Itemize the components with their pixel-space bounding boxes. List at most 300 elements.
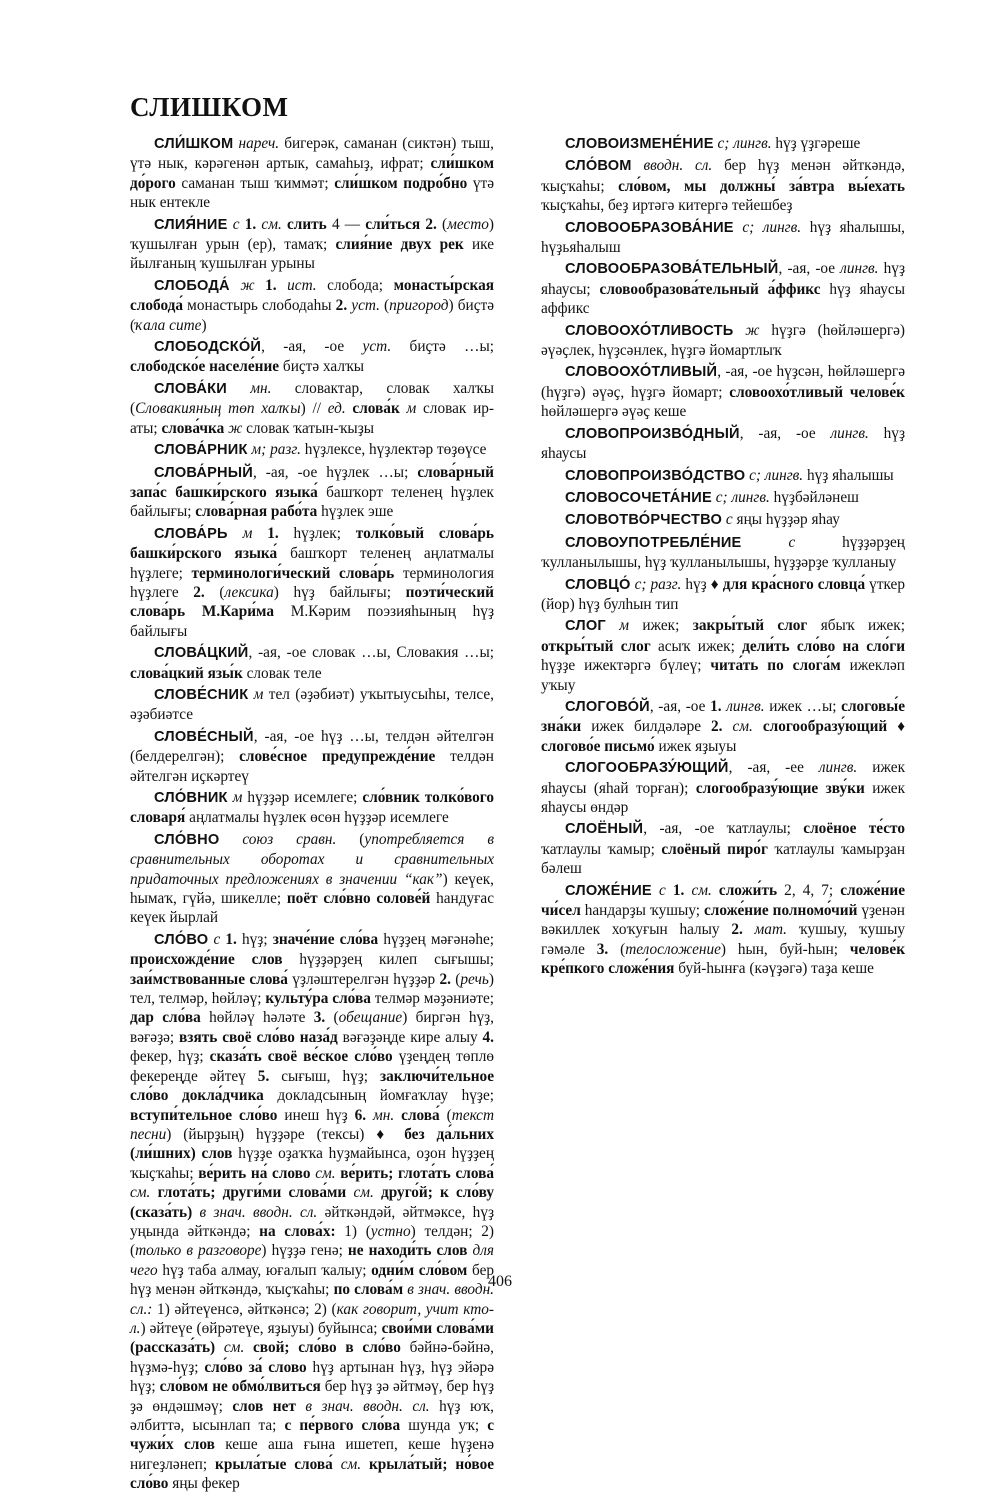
bold-phrase: 2. [193, 583, 205, 601]
bold-phrase: 2. [335, 297, 348, 315]
bold-phrase: слогообразу́ющие зву́ки [695, 779, 865, 797]
translation-text: ) һын, буй-һын; [720, 940, 850, 958]
dictionary-entry [541, 510, 905, 530]
headword: СЛОВОСОЧЕТА́НИЕ [565, 489, 712, 506]
bold-phrase: 3. [596, 940, 609, 958]
translation-text: бигерәк, саманан (сиктән) тыш, үтә нык, кәрәгенән артык, самаһыҙ, ифрат; [130, 135, 494, 173]
translation-text: , -ая, -ое [739, 424, 831, 442]
translation-text: һүҙ юҡ, әлбиттә, ысынлап та; [130, 1397, 494, 1434]
translation-text: , -ая, -ое һүҙсән, һөйләшергә (һүҙгә) әүәҫ, һүҙгә йомарт; [541, 363, 905, 401]
translation-text [192, 1204, 199, 1221]
headword: СЛОБОДСКО́Й [154, 339, 262, 356]
headword: СЛО́ВО [154, 931, 209, 948]
translation-text: ҡушыу, ҡушыу гәмәле [541, 921, 905, 958]
grammar-label: ист. [287, 276, 317, 294]
bold-phrase: слова́чка [161, 419, 225, 437]
translation-text: телдән әйтелгән иҫкәртеү [130, 748, 494, 785]
headword: СЛИ́ШКОМ [154, 136, 234, 152]
translation-text: һүҙлек; [278, 524, 356, 542]
translation-text: ) (йырҙың) һүҙҙәре (тексы) ♦ [166, 1125, 405, 1143]
bold-phrase: свой; сло́во в сло́во [253, 1339, 401, 1357]
bold-phrase: сли́шком подро́бно [334, 174, 468, 192]
grammar-label: ед. [327, 400, 346, 418]
translation-text: ) [201, 316, 207, 334]
translation-text: 1) ( [335, 1222, 371, 1240]
dictionary-entry [130, 685, 494, 725]
translation-text: һүҙгә (һөйләшергә) әүәҫлек, һүҙсәнлек, һүҙгә йомартлыҡ [541, 321, 905, 360]
dictionary-entry [541, 321, 905, 361]
headword: СЛОВА́КИ [154, 380, 227, 397]
grammar-label: место [447, 215, 489, 233]
translation-text [255, 277, 266, 294]
grammar-label: с [725, 511, 733, 529]
grammar-label: с; разг. [634, 575, 682, 593]
translation-text: ) тел, телмәр, һөйләү; [130, 970, 494, 1008]
translation-text: һүҙ үҙгәреше [771, 135, 861, 152]
bold-phrase: слогообразу́ющий [762, 718, 888, 736]
bold-phrase: крыла́тый; но́вое сло́во [130, 1455, 495, 1493]
bold-phrase: слова́цкий язы́к [130, 664, 243, 682]
bold-phrase: сложи́ть [718, 881, 778, 899]
translation-text: ( [450, 970, 461, 988]
bold-phrase: свои́ми слова́ми (рассказа́ть) [130, 1319, 494, 1357]
translation-text [743, 921, 755, 938]
headword: СЛОВОПРОИЗВО́ДСТВО [565, 467, 746, 484]
translation-text: һүҙҙе оҙаҡҡа һуҙмайынса, оҙон һүҙҙең ҡыҫҡаһы; [130, 1145, 495, 1182]
dictionary-entry [541, 424, 905, 464]
translation-text: буй-һынға (кәүҙәгә) таҙа кеше [674, 960, 874, 978]
grammar-label: для чего [130, 1242, 494, 1279]
grammar-label: лингв. [726, 697, 765, 715]
bold-phrase: откры́тый слог [541, 637, 651, 655]
grammar-label: мат. [754, 921, 787, 939]
bold-phrase: 1. [244, 215, 257, 233]
translation-text [230, 277, 241, 294]
translation-text [228, 525, 243, 542]
translation-text [742, 534, 789, 551]
translation-text: үтә нык ентекле [130, 174, 495, 212]
translation-text: һүҙ яһаусы; [541, 260, 905, 298]
translation-text: һүҙлексе, һүҙлектәр төҙөүсе [300, 441, 487, 459]
bold-phrase: сказа́ть своё ве́ское сло́во [209, 1048, 393, 1066]
bold-phrase: глота́ть; други́ми слова́ми [157, 1184, 347, 1202]
bold-phrase: слоговы́е зна́ки [541, 697, 906, 736]
grammar-label: м [253, 685, 264, 703]
translation-text: , -ая, -ое һүҙ …ы, телдән әйтелгән (белдерелгән); [130, 727, 494, 766]
grammar-label: мн. [373, 1106, 395, 1124]
grammar-label: обещание [338, 1009, 403, 1027]
translation-text: ♦ [887, 718, 906, 736]
bold-phrase: заключи́тельное сло́во докла́дчика [130, 1067, 494, 1105]
dictionary-entry [130, 379, 494, 438]
grammar-label: ҡала ситe [135, 316, 202, 334]
bold-phrase: 1. [267, 524, 279, 542]
translation-text: һүҙбәйләнеш [769, 488, 859, 506]
translation-text: һүҙҙең мәғәнәһе; [378, 930, 495, 948]
headword: СЛОВА́РЬ [154, 525, 228, 542]
translation-text: аңлатмалы һүҙлек өсөн һүҙҙәр исемлеге [185, 809, 449, 827]
grammar-label: с [232, 215, 240, 233]
translation-text: тел (әҙәбиәт) уҡытыусыһы, телсе, әҙәбиәтсе [130, 685, 494, 724]
headword: СЛОГ [565, 618, 606, 635]
dictionary-entry [130, 463, 494, 522]
bold-phrase: друго́й; к сло́ву (сказа́ть) [130, 1184, 495, 1221]
translation-text: телмәр мәҙәниәте; [370, 990, 494, 1008]
translation-text: ижек билдәләре [581, 718, 711, 736]
headword: СЛО́ВОМ [565, 158, 632, 175]
bold-phrase: культу́ра сло́ва [265, 990, 371, 1008]
translation-text: М.Кәрим поэзияһының һүҙ байлығы [130, 603, 494, 640]
bold-phrase: челове́к кре́пкого сложе́ния [541, 940, 906, 978]
grammar-label: лингв. [818, 759, 858, 777]
grammar-label: уст. [351, 297, 380, 315]
bold-phrase: 1. [710, 697, 722, 715]
bold-phrase: слободско́е населе́ние [130, 358, 280, 376]
translation-text [733, 322, 745, 339]
translation-text: докладсының йомғаҡлау һүҙе; [263, 1087, 494, 1105]
grammar-label: в знач. вводн. сл. [305, 1397, 430, 1415]
translation-text: ( [608, 940, 626, 958]
headword: СЛОЖЕ́НИЕ [565, 882, 652, 899]
grammar-label: мн. [250, 379, 272, 397]
translation-text: ижек; [628, 617, 693, 635]
translation-text: , -ая, -ее [728, 759, 819, 777]
translation-text [400, 400, 407, 417]
bold-phrase: происхожде́ние слов [130, 951, 283, 969]
translation-text: һүҙҙәр исемлеге; [242, 789, 363, 806]
translation-text: ҡатлаулы ҡамырҙан бәлеш [541, 840, 905, 878]
translation-text: саманан тыш ҡиммәт; [175, 174, 335, 192]
translation-text: ижекләп уҡыу [541, 657, 905, 694]
translation-text: башҡорт теленең һүҙлек байлығы; [130, 483, 494, 521]
translation-text: үҙенән вәкиллек хоҡуғын һалыу [541, 902, 905, 939]
translation-text [712, 882, 719, 899]
translation-text: ижек яҙыуы [654, 737, 737, 755]
dictionary-entry [130, 215, 494, 274]
translation-text: һүҙ артынан һүҙ, һүҙ эйәрә һүҙ; [130, 1358, 494, 1396]
translation-text [632, 157, 644, 174]
translation-text: биҫтә …ы; [391, 338, 494, 356]
dictionary-entry [541, 819, 905, 878]
dictionary-entry [130, 830, 494, 928]
translation-text: һүҙҙәрҙең килеп сығышы; [282, 951, 494, 969]
grammar-label: в знач. вводн. сл. [199, 1203, 318, 1221]
translation-text: 1) әйтеүенсә, әйткәнсә; 2) ( [152, 1300, 337, 1318]
bold-phrase: 1. [225, 930, 237, 948]
translation-text: яңы фекер [168, 1475, 240, 1493]
grammar-label: м [619, 617, 629, 635]
bold-phrase: заи́мствованные слова́ [130, 970, 288, 988]
grammar-label: лингв. [830, 424, 869, 442]
translation-text [361, 1456, 369, 1473]
grammar-label: употребляется в сравнительных оборотах и сравнительных придаточных предложениях в значении “как” [130, 830, 495, 888]
bold-phrase: дар сло́ва [130, 1009, 201, 1027]
translation-text: , -ая, -ое словак …ы, Словакия …ы; [248, 644, 494, 662]
bold-phrase: слия́ние двух рек [335, 236, 464, 254]
headword: СЛОВА́РНЫЙ [154, 464, 253, 481]
bold-phrase: слова́к [352, 400, 400, 418]
translation-text: ) биргән һүҙ, вәғәҙә; [130, 1009, 494, 1046]
translation-text: слобода; [316, 276, 394, 294]
translation-text: биҫтә халҡы [279, 358, 365, 376]
translation-text: бәйнә-бәйнә, һүҙмә-һүҙ; [130, 1339, 494, 1376]
grammar-label: ж [745, 321, 760, 339]
grammar-label: см. [732, 718, 753, 736]
bold-phrase: слова́рный запа́с башки́рского языка́ [130, 463, 494, 501]
bold-phrase: по слова́м [333, 1281, 404, 1299]
translation-text: ) кеүек, һымаҡ, гүйә, шикелле; [130, 870, 494, 908]
translation-text [666, 882, 673, 899]
headword: СЛОБОДА́ [154, 277, 230, 294]
dictionary-entry [130, 440, 494, 460]
translation-text: һүҙҙәрҙең ҡулланылышы, һүҙ ҡулланылышы, һүҙҙәрҙе ҡулланыу [541, 533, 905, 572]
bold-phrase: крыла́тые слова́ [215, 1455, 333, 1473]
headword: СЛИЯ́НИЕ [154, 216, 228, 233]
translation-text: ( [439, 1106, 452, 1124]
grammar-label: нареч. [238, 135, 280, 152]
translation-text: фекер, һүҙ; [130, 1048, 210, 1066]
translation-text: ижек яһаусы өндәр [541, 779, 905, 816]
bold-phrase: взять своё сло́во наза́д [179, 1028, 338, 1046]
running-header: СЛИШКОМ [130, 92, 289, 122]
translation-text: , -ая, -ое ҡатлаулы; [643, 820, 804, 838]
translation-text: үҙеңдең төплө фекереңде әйтеү [130, 1048, 494, 1085]
translation-text: вәғәҙәңде кире алыу [337, 1028, 483, 1046]
translation-text: , -ая, -ое [649, 697, 711, 715]
right-column [541, 134, 905, 981]
left-column [130, 134, 494, 1496]
translation-text: ( [379, 297, 390, 315]
grammar-label: телосложение [625, 940, 721, 958]
bold-phrase: терминологи́ческий слова́рь [191, 564, 395, 582]
translation-text: ҡыҫҡаһы, беҙ иртәгә китергә тейешбеҙ [541, 197, 793, 215]
headword: СЛОВООБРАЗОВА́ТЕЛЬНЫЙ [565, 261, 779, 278]
dictionary-entry [130, 788, 494, 828]
grammar-label: лингв. [840, 260, 879, 278]
bold-phrase: с пе́рвого сло́ва [284, 1417, 401, 1434]
dictionary-entry [130, 276, 494, 335]
bold-phrase: толко́вый слова́рь башки́рского языка́ [130, 524, 495, 563]
grammar-label: см. [223, 1339, 245, 1357]
translation-text: , -ая, -ое һүҙлек …ы; [252, 463, 418, 481]
headword: СЛОВООБРАЗОВА́НИЕ [565, 219, 734, 236]
translation-text: словак ир-аты; [130, 400, 494, 437]
translation-text [277, 277, 288, 294]
grammar-label: м [232, 789, 243, 806]
translation-text [722, 718, 732, 735]
dictionary-entry [130, 134, 494, 213]
bold-phrase: слова́ [401, 1106, 440, 1124]
translation-text: ижек …ы; [764, 697, 842, 715]
grammar-label: ж [240, 276, 255, 294]
bold-phrase: не находи́ть слов [347, 1242, 468, 1260]
translation-text [753, 718, 763, 735]
headword: СЛОВООХО́ТЛИВЫЙ [565, 364, 718, 381]
headword: СЛОВЕ́СНЫЙ [154, 728, 254, 745]
translation-text [252, 525, 267, 542]
bold-phrase: значе́ние сло́ва [272, 930, 379, 948]
bold-phrase: чита́ть по слога́м [710, 657, 841, 675]
dictionary-entry [130, 643, 494, 683]
dictionary-entry [541, 575, 905, 615]
translation-text: ) һүҙ байлығы; [273, 583, 406, 601]
translation-text [227, 380, 250, 397]
translation-text: , -ая, -ое [778, 260, 841, 278]
bold-phrase: 2. [439, 970, 451, 988]
translation-text: ике йылғаның ҡушылған урыны [130, 236, 494, 273]
translation-text: үҙләштерелгән һүҙҙәр [287, 970, 440, 988]
bold-phrase: сло́вом не обмо́лвиться [159, 1378, 321, 1396]
grammar-label: с; лингв. [742, 218, 802, 236]
translation-text: һандуғас кеүек йырлай [130, 890, 494, 927]
bold-phrase: вступи́тельное сло́во [130, 1106, 278, 1124]
bold-phrase: одни́м сло́вом [371, 1261, 468, 1279]
bold-phrase: словообразова́тельный а́ффикс [599, 280, 821, 298]
bold-phrase: слов нет [232, 1397, 296, 1415]
headword: СЛО́ВНО [154, 831, 220, 848]
translation-text: 4 — [326, 215, 366, 233]
translation-text [244, 1339, 253, 1356]
translation-text: яңы һүҙҙәр яһау [732, 511, 840, 529]
bold-phrase: слить [286, 215, 327, 233]
translation-text: ( [436, 215, 448, 233]
translation-text [652, 882, 659, 899]
translation-text: ҡатлаулы ҡамыр; [541, 840, 662, 858]
translation-text: һандарҙы ҡушыу; [580, 902, 704, 920]
dictionary-entry [541, 758, 905, 817]
bold-phrase: монасты́рская слобода́ [130, 276, 494, 315]
headword: СЛОВОТВО́РЧЕСТВО [565, 512, 723, 529]
grammar-label: см. [340, 1455, 362, 1473]
headword: СЛОВОПРОИЗВО́ДНЫЙ [565, 425, 740, 442]
bold-phrase: ве́рить на́ слово [198, 1164, 311, 1182]
bold-phrase: 6. [354, 1106, 367, 1124]
grammar-label: речь [460, 970, 489, 988]
bold-phrase: сли́шком до́рого [130, 155, 494, 192]
dictionary-entry [541, 616, 905, 695]
translation-text [215, 1339, 224, 1356]
bold-phrase: сли́ться 2. [365, 215, 437, 233]
translation-text: һүҙҙе ижектәргә бүлеү; [541, 657, 711, 675]
headword: СЛОВООХО́ТЛИВОСТЬ [565, 322, 734, 339]
grammar-label: вводн. сл. [643, 157, 713, 175]
translation-text: шунда уҡ; [400, 1417, 488, 1434]
bold-phrase: 2. [710, 718, 723, 736]
grammar-label: см. [353, 1184, 374, 1202]
dictionary-entry [541, 156, 905, 215]
bold-phrase: на слова́х: [259, 1222, 336, 1240]
grammar-label: уст. [362, 338, 392, 356]
grammar-label: только в разговоре [135, 1242, 262, 1260]
translation-text: словак ҡатын-ҡыҙы [242, 419, 375, 437]
bold-phrase: поэти́ческий слова́рь М.Кари́ма [130, 583, 494, 621]
headword: СЛОЁНЫЙ [565, 821, 644, 838]
grammar-label: Словакияның төп халҡы [135, 400, 301, 418]
dictionary-entry [541, 697, 905, 756]
dictionary-entry [130, 524, 494, 641]
bold-phrase: для кра́сного словца́ [722, 575, 866, 593]
dictionary-entry [541, 881, 905, 979]
translation-text: бер һүҙ ҙә әйтмәү, бер һүҙ ҙә өндәшмәү; [130, 1378, 494, 1415]
translation-text: ) телдән; 2) ( [130, 1222, 494, 1260]
translation-text [366, 1107, 373, 1124]
bold-phrase: 1. [672, 881, 685, 899]
translation-text: ( [325, 1009, 339, 1027]
grammar-label: с [213, 930, 221, 948]
bold-phrase: сло́во за́ слово [204, 1358, 307, 1376]
translation-text: ( [204, 583, 225, 601]
bold-phrase: 5. [257, 1067, 270, 1085]
headword: СЛОВОУПОТРЕБЛЕ́НИЕ [565, 534, 742, 551]
translation-text: ) һүҙҙә генә; [261, 1242, 348, 1260]
translation-text [606, 617, 619, 634]
bold-phrase: слове́сное предупрежде́ние [239, 748, 436, 766]
headword: СЛОГООБРАЗУ́ЮЩИЙ [565, 760, 729, 777]
bold-phrase: без да́льних (ли́шних) слов [130, 1125, 494, 1163]
bold-phrase: слова́рная рабо́та [195, 503, 318, 521]
grammar-label: текст песни [130, 1106, 495, 1143]
translation-text: һөйләшергә әүәҫ кеше [541, 403, 687, 421]
grammar-label: с; лингв. [749, 466, 804, 484]
bold-phrase: с чужи́х слов [130, 1417, 494, 1454]
page-number: 406 [488, 1273, 512, 1290]
grammar-label: см. [261, 215, 282, 233]
translation-text: ) // [300, 400, 328, 418]
headword: СЛОВЦО́ [565, 576, 631, 593]
translation-text: 2, 4, 7; [777, 881, 841, 899]
translation-text: һүҙ яһаусы [541, 424, 905, 463]
bold-phrase: дели́ть сло́во на сло́ги [742, 637, 906, 655]
bold-phrase: 2. [731, 921, 743, 939]
dictionary-entry [541, 134, 905, 154]
grammar-label: м [242, 524, 253, 542]
translation-text: башҡорт теленең аңлатмалы һүҙлеге; [130, 545, 494, 582]
translation-text [219, 831, 242, 848]
grammar-label: м [406, 400, 417, 418]
translation-text: әйткәндәй, әйтмәксе, һүҙ уңында әйткәндә; [130, 1203, 495, 1240]
dictionary-entry [541, 533, 905, 573]
bold-phrase: слоёное те́сто [803, 820, 905, 838]
grammar-label: см. [130, 1184, 151, 1202]
translation-text: һүҙ ♦ [681, 575, 723, 593]
headword: СЛОВОИЗМЕНЕ́НИЕ [565, 136, 714, 152]
dictionary-entry [541, 466, 905, 486]
translation-text: һүҙ яһаусы аффикс [541, 280, 905, 318]
grammar-label: устно [370, 1222, 411, 1240]
translation-text: һөйләү һәләте [200, 1009, 314, 1027]
translation-text: монастырь слободаһы [183, 297, 336, 315]
dictionary-entry [130, 337, 494, 377]
bold-phrase: 1. [265, 276, 277, 294]
translation-text: ябыҡ ижек; [807, 617, 905, 635]
translation-text: словак теле [242, 664, 322, 682]
grammar-label: см. [691, 881, 712, 899]
headword: СЛОВА́РНИК [154, 442, 248, 459]
translation-text: инеш һүҙ [277, 1106, 355, 1124]
grammar-label: м; разг. [251, 441, 301, 459]
bold-phrase: сложе́ние чи́сел [541, 881, 906, 920]
bold-phrase: сло́вник толко́вого словаря́ [130, 789, 495, 827]
translation-text: үткер (йор) һүҙ булһын тип [541, 575, 905, 613]
translation-text: ижек яһаусы (яһай торған); [541, 759, 905, 797]
bold-phrase: сложе́ние полномо́чий [703, 902, 858, 920]
grammar-label: лексика [224, 583, 274, 601]
dictionary-entry [541, 488, 905, 508]
translation-text: бер һүҙ менән әйткәндә, ҡыҫҡаһы; [130, 1261, 495, 1299]
bold-phrase: 4. [482, 1028, 494, 1046]
headword: СЛОВА́ЦКИЙ [154, 645, 249, 662]
translation-text: , -ая, -ое [261, 338, 363, 356]
